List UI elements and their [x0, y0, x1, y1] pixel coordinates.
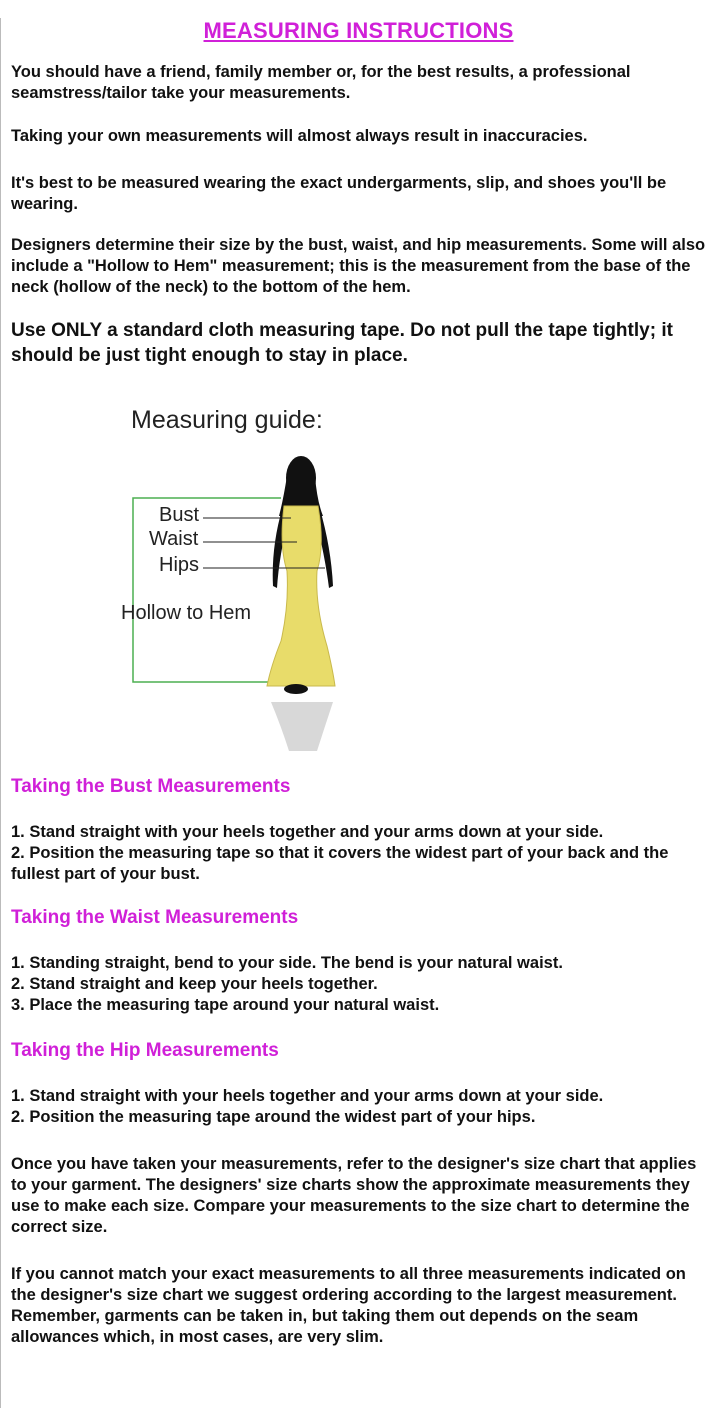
- waist-section-heading: Taking the Waist Measurements: [11, 907, 299, 928]
- hip-steps-list: [1, 1086, 716, 1128]
- guide-title: Measuring guide:: [131, 406, 323, 434]
- bust-steps-list: [1, 822, 716, 885]
- page-title: MEASURING INSTRUCTIONS: [203, 18, 514, 43]
- intro-paragraph-5: Use ONLY a standard cloth measuring tape. Do not pull the tape tightly; it should be just tight enough to stay in place.: [11, 320, 673, 366]
- waist-steps-list: [1, 953, 716, 1016]
- list-item: 2. Position the measuring tape around the widest part of your hips.: [11, 1108, 536, 1126]
- waist-label: Waist: [149, 528, 199, 550]
- list-item: 1. Stand straight with your heels together and your arms down at your side.: [11, 1087, 604, 1105]
- list-item: 3. Place the measuring tape around your natural waist.: [11, 996, 440, 1014]
- dress-figure-illustration: [111, 406, 411, 766]
- hollow-to-hem-label: Hollow to Hem: [121, 602, 252, 624]
- intro-paragraph-1: You should have a friend, family member or, for the best results, a professional seamstress/tailor take your measurements.: [11, 63, 631, 102]
- hip-section-heading: Taking the Hip Measurements: [11, 1040, 279, 1061]
- list-item: 1. Stand straight with your heels together and your arms down at your side.: [11, 823, 604, 841]
- intro-paragraph-3: It's best to be measured wearing the exact undergarments, slip, and shoes you'll be wearing.: [11, 174, 667, 213]
- list-item: 1. Standing straight, bend to your side. The bend is your natural waist.: [11, 954, 563, 972]
- outro-paragraph-1: Once you have taken your measurements, refer to the designer's size chart that applies to your garment. The designers' size charts show the approximate measurements they use to make each size. Compare your measurements to the size chart to determine the correct size.: [11, 1155, 697, 1236]
- outro-paragraph-2: If you cannot match your exact measurements to all three measurements indicated on the designer's size chart we suggest ordering according to the largest measurement. Remember, garments can be taken in, but taking them out depends on the seam allowances which, in most cases, are very slim.: [11, 1265, 686, 1346]
- hips-label: Hips: [159, 554, 200, 576]
- bust-label: Bust: [159, 504, 200, 526]
- list-item: 2. Position the measuring tape so that it covers the widest part of your back and the fullest part of your bust.: [11, 844, 669, 883]
- measuring-guide-figure: [111, 406, 411, 766]
- bust-section-heading: Taking the Bust Measurements: [11, 776, 291, 797]
- intro-paragraph-4: Designers determine their size by the bust, waist, and hip measurements. Some will also include a "Hollow to Hem" measurement; this is the measurement from the base of the neck (hollow of the neck) to the bottom of the hem.: [11, 236, 706, 296]
- intro-paragraph-2: Taking your own measurements will almost always result in inaccuracies.: [11, 127, 588, 145]
- list-item: 2. Stand straight and keep your heels together.: [11, 975, 378, 993]
